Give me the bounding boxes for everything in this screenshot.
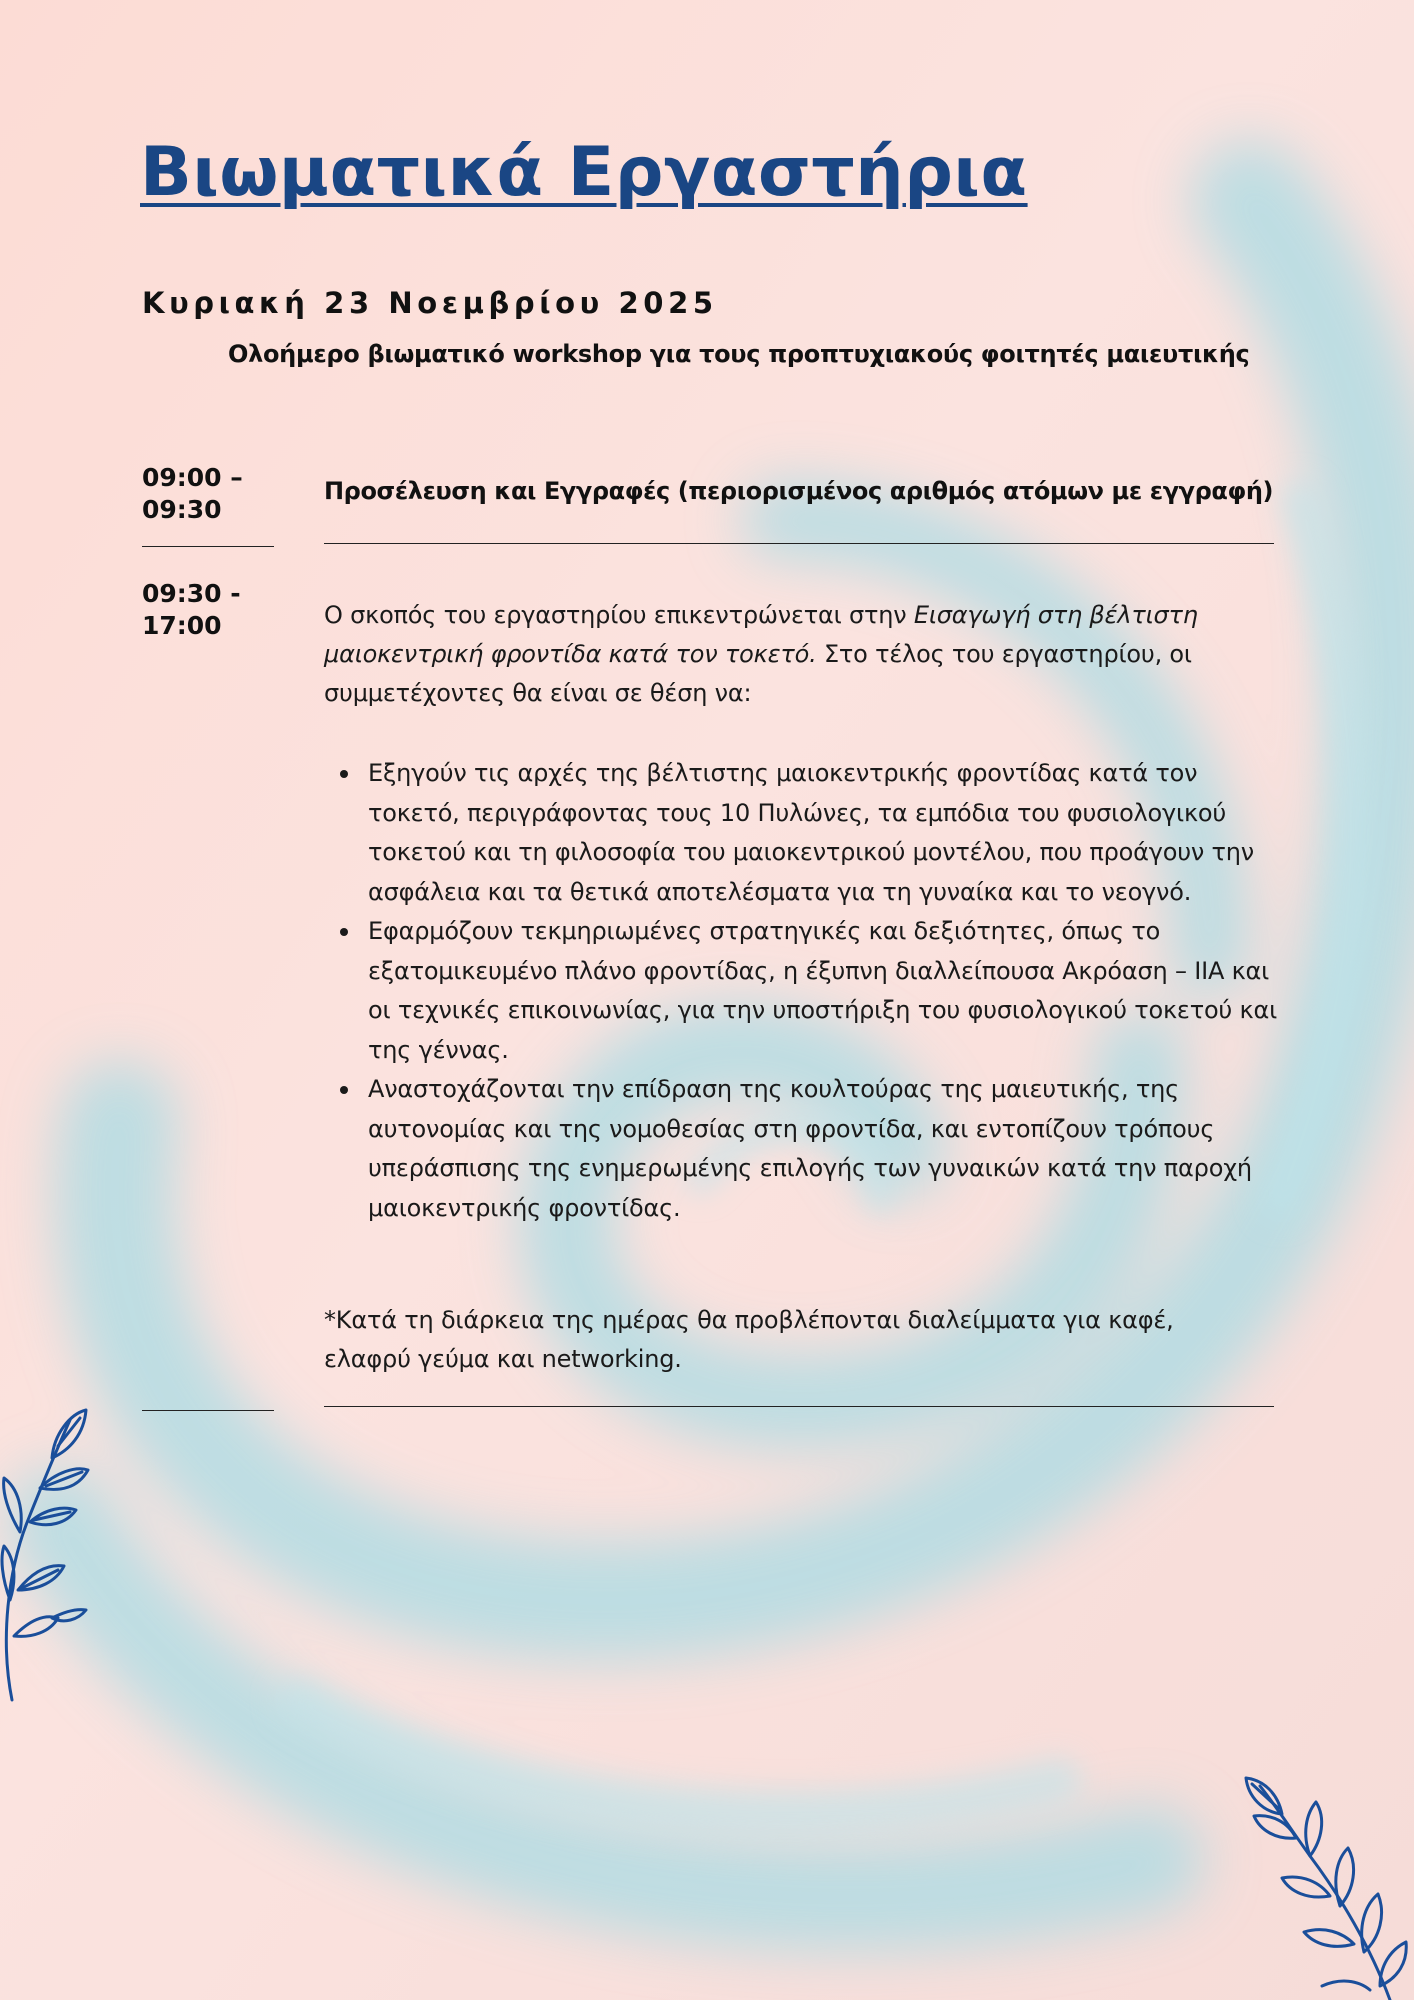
time-divider-1 [142,546,274,547]
intro-text-end: Στο τέλος του εργαστηρίου, οι συμμετέχοντες θα είναι σε θέση να: [324,640,1192,707]
time-end: 09:30 [142,495,222,524]
content-divider-2 [324,1406,1274,1407]
intro-emphasis: Εισαγωγή στη βέλτιστη μαιοκεντρική φροντίδα κατά τον τοκετό. [324,601,1198,668]
event-subtitle: Ολοήμερο βιωματικό workshop για τους προπτυχιακούς φοιτητές μαιευτικής [228,340,1250,368]
page-title: Βιωματικά Εργαστήρια [140,133,1028,212]
list-item: Εξηγούν τις αρχές της βέλτιστης μαιοκεντρικής φροντίδας κατά τον τοκετό, περιγράφοντας τους 10 Πυλώνες, τα εμπόδια του φυσιολογικού τοκετού και τη φιλοσοφία του μαιοκεντρικού μοντέλου, που προάγουν την ασφάλεια και τα θετικά αποτελέσματα για τη γυναίκα και το νεογνό. [324,754,1284,912]
list-item: Αναστοχάζονται την επίδραση της κουλτούρας της μαιευτικής, της αυτονομίας και της νομοθεσίας στη φροντίδα, και εντοπίζουν τρόπους υπεράσπισης της ενημερωμένης επιλογής των γυναικών κατά την παροχή μαιοκεντρικής φροντίδας. [324,1070,1284,1228]
time-start: 09:00 – [142,463,243,492]
schedule-time-1 [142,462,282,526]
time-end: 17:00 [142,611,222,640]
list-item: Εφαρμόζουν τεκμηριωμένες στρατηγικές και δεξιότητες, όπως το εξατομικευμένο πλάνο φροντίδας, η έξυπνη διαλλείπουσα Ακρόαση – IIA και οι τεχνικές επικοινωνίας, για την υποστήριξη του φυσιολογικού τοκετού και της γέννας. [324,912,1284,1070]
intro-text: Ο σκοπός του εργαστηρίου επικεντρώνεται στην [324,601,914,629]
event-date: Κυριακή 23 Νοεμβρίου 2025 [142,286,718,320]
breaks-note: *Κατά τη διάρκεια της ημέρας θα προβλέπονται διαλείμματα για καφέ, ελαφρύ γεύμα και networking. [324,1306,1174,1373]
time-start: 09:30 - [142,579,241,608]
content-divider-1 [324,543,1274,544]
objectives-list [324,754,1284,1228]
time-divider-2 [142,1410,274,1411]
schedule-time-2 [142,578,282,642]
leaf-branch-icon [1240,1756,1414,2000]
schedule-item-title-1: Προσέλευση και Εγγραφές (περιορισμένος αριθμός ατόμων με εγγραφή) [324,477,1274,505]
workshop-intro [324,596,1244,713]
leaf-branch-icon [0,1400,110,1710]
